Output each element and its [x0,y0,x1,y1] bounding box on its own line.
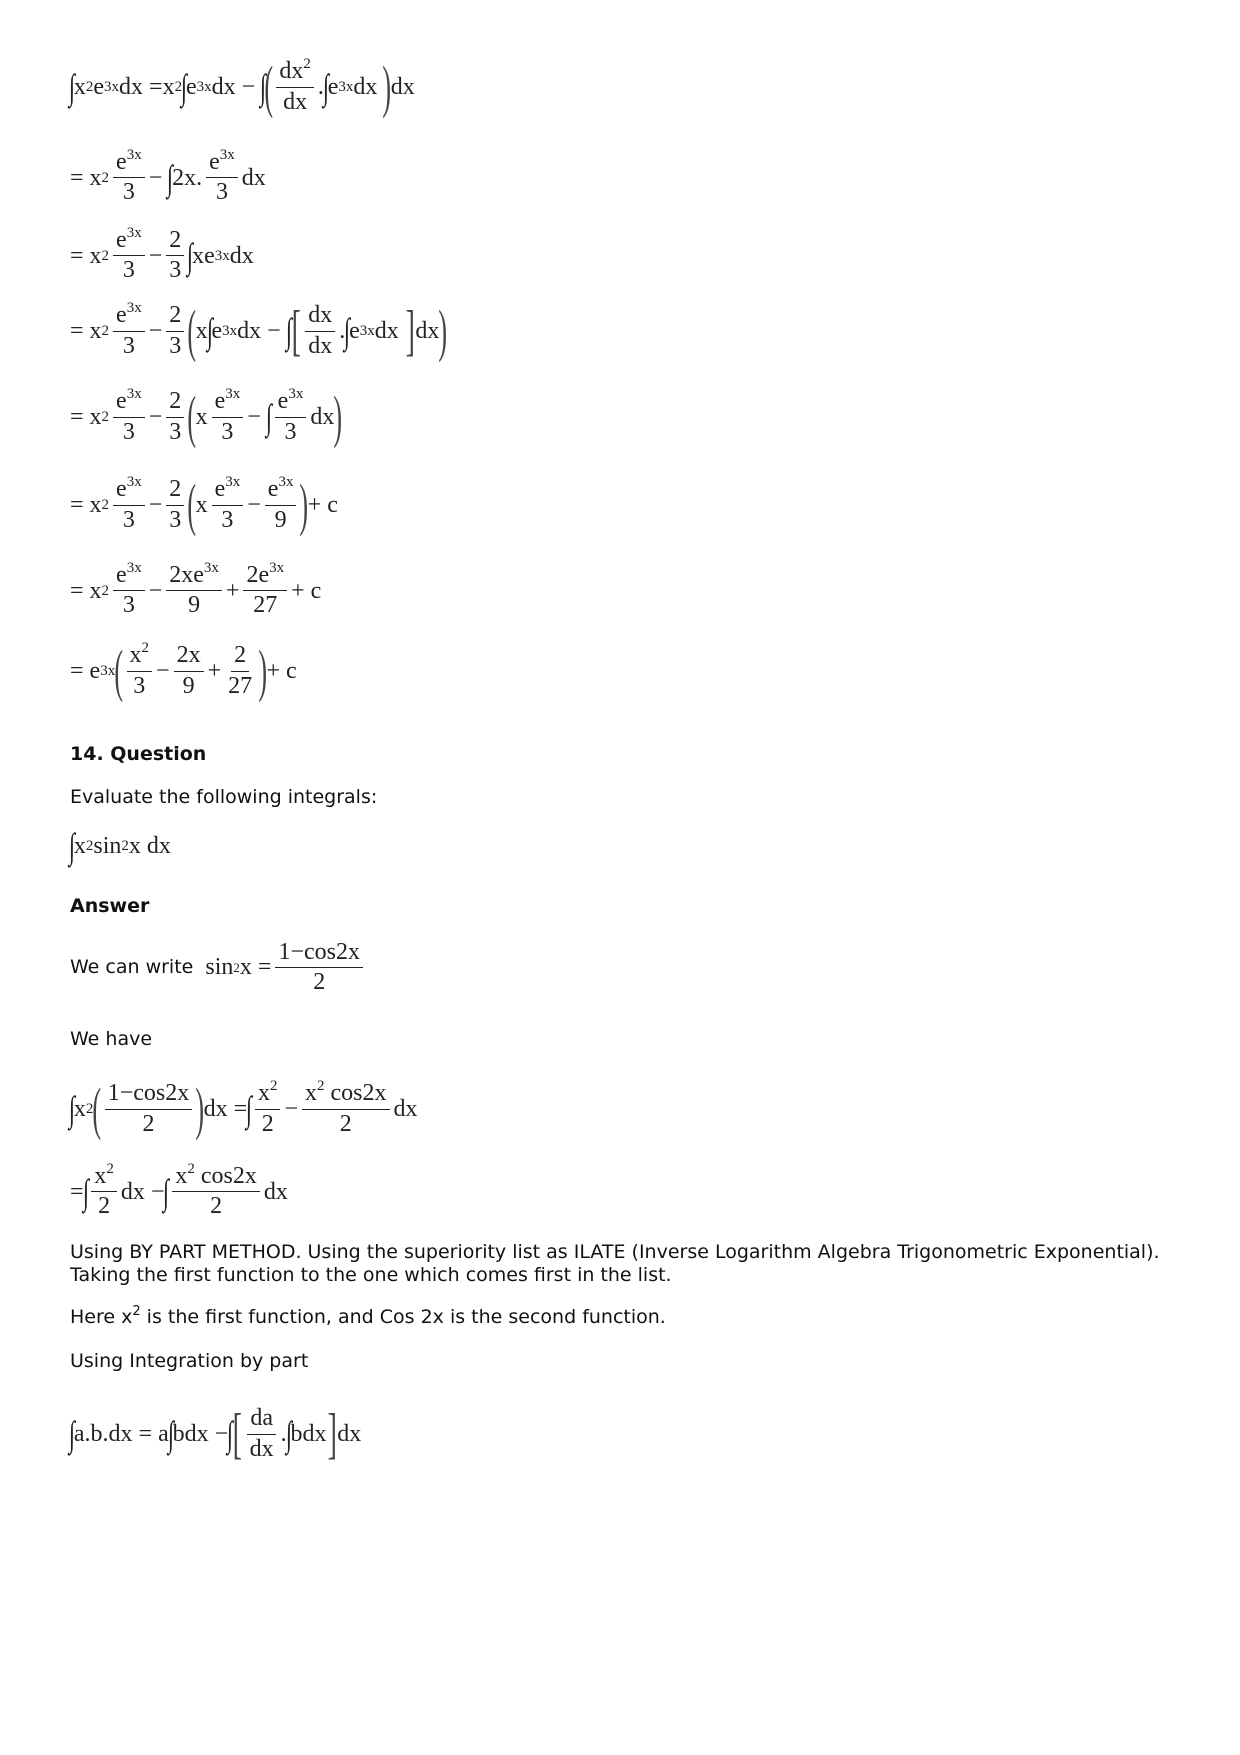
derivation-step-3: = x 2 $\frac{e^{3x}}{3}$ − $\frac{2}{3}$ ∫ xe 3x dx [70,225,254,284]
identity-math: sin 2 x = $\frac{1-\cos 2x}{2}$ [199,940,367,995]
expansion-step-2: = ∫ $\frac{x^2}{2}$ dx − ∫ $\frac{x^2 \cos 2x}{2}$ dx [70,1161,288,1220]
derivation-step-5: = x 2 $\frac{e^{3x}}{3}$ − $\frac{2}{3}$ ( x $\frac{e^{3x}}{3}$ − ∫ $\frac{e^{3x}}{3}$ dx ) [70,384,343,449]
derivation-step-4: = x 2 $\frac{e^{3x}}{3}$ − $\frac{2}{3}$ ( x ∫ e 3x dx − ∫ [ $\frac{dx}{dx}$ . ∫ e 3x dx ] dx ) [70,298,448,363]
we-have-text: We have [70,1028,153,1050]
question-heading: 14. Question [70,743,207,765]
by-parts-formula: ∫ a.b.dx = a ∫ bdx − ∫ [ $\frac{da}{dx}$ . ∫ bdx ] dx [68,1403,362,1465]
identity-line [70,940,367,995]
derivation-step-7: = x 2 $\frac{e^{3x}}{3}$ − $\frac{2xe^{3x}}{9}$ + $\frac{2e^{3x}}{27}$ + c [70,560,322,619]
integration-by-part-text: Using Integration by part [70,1350,309,1372]
question-prompt: Evaluate the following integrals: [70,786,378,808]
derivation-step-1: ∫ x 2 e 3x dx =x 2 ∫ e 3x dx − ∫ ( $\frac{dx^2}{dx}$ . ∫ e 3x dx ) dx [68,54,415,119]
first-function-exponent: 2 [132,1304,141,1319]
derivation-step-2: = x 2 $\frac{e^{3x}}{3}$ − ∫ 2x. $\frac{e^{3x}}{3}$ dx [70,147,266,206]
first-function-prefix: Here x [70,1306,133,1328]
answer-heading: Answer [70,895,150,917]
expansion-step-1: ∫ x 2 ( $\frac{1-\cos 2x}{2}$ ) dx = ∫ $\frac{x^2}{2}$ − $\frac{x^2 \cos 2x}{2}$ dx [68,1076,418,1141]
derivation-step-6: = x 2 $\frac{e^{3x}}{3}$ − $\frac{2}{3}$ ( x $\frac{e^{3x}}{3}$ − $\frac{e^{3x}}{9}$ ) + c [70,472,338,537]
question-integral: ∫ x 2 sin 2 x dx [68,826,171,866]
method-note: Using BY PART METHOD. Using the superiority list as ILATE (Inverse Logarithm Algebra Trigonometric Exponential). Taking the first function to the one which comes first in the list. [70,1241,1160,1286]
first-function-note [70,1306,666,1328]
derivation-step-8: = e 3x ( $\frac{x^2}{3}$ − $\frac{2x}{9}$ + $\frac{2}{27}$ ) + c [70,638,297,703]
first-function-suffix: is the first function, and Cos 2x is the second function. [140,1306,666,1328]
we-can-write-text: We can write [70,956,194,979]
